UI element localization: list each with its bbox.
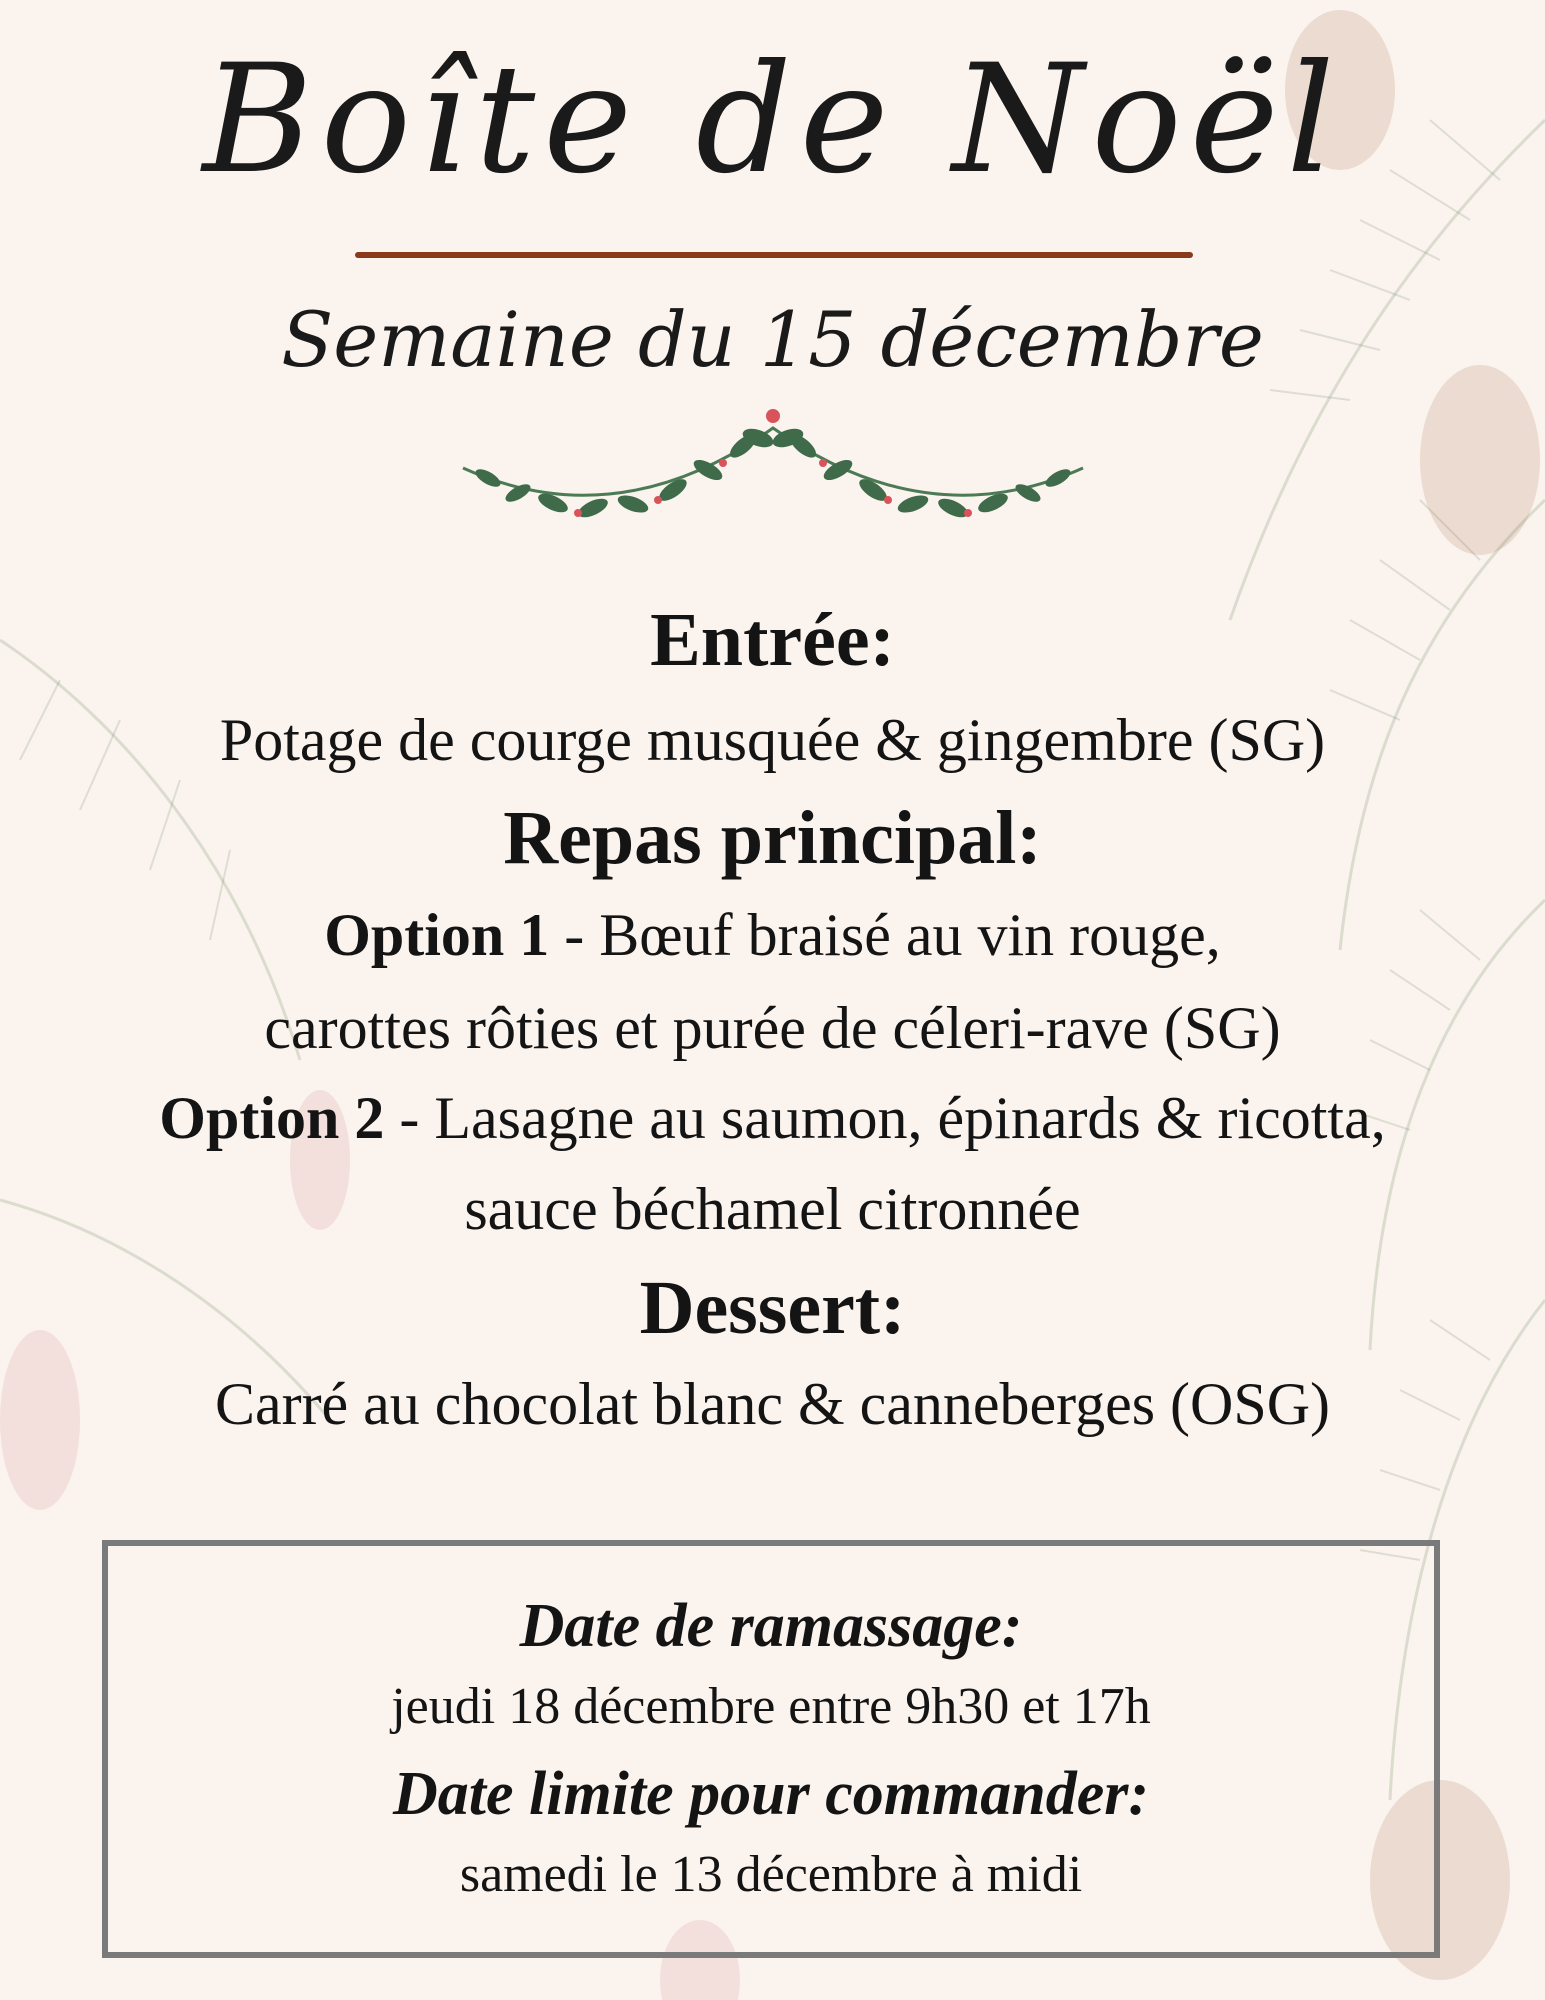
pickup-date: jeudi 18 décembre entre 9h30 et 17h [391,1678,1151,1735]
title-divider [355,252,1193,258]
pickup-heading: Date de ramassage: [519,1592,1023,1660]
deadline-date: samedi le 13 décembre à midi [459,1846,1083,1903]
holly-garland [458,408,1088,538]
entree-heading: Entrée: [650,598,895,682]
option2-label: Option 2 [159,1085,385,1151]
option1-line [0,895,1545,975]
option1-description-cont: carottes rôties et purée de céleri-rave (SG) [264,995,1281,1061]
deadline-heading: Date limite pour commander: [392,1760,1150,1828]
page-subtitle: Semaine du 15 décembre [281,295,1264,384]
pickup-info-box [102,1540,1440,1958]
option1-description: - Bœuf braisé au vin rouge, [549,902,1221,968]
page-title: Boîte de Noël [202,33,1343,207]
main-course-heading: Repas principal: [503,796,1042,880]
option1-label: Option 1 [324,902,550,968]
option2-description-cont: sauce béchamel citronnée [464,1176,1081,1242]
dessert-item: Carré au chocolat blanc & canneberges (OSG) [214,1371,1331,1437]
option2-description: - Lasagne au saumon, épinards & ricotta, [384,1085,1386,1151]
entree-item: Potage de courge musquée & gingembre (SG) [219,707,1326,773]
dessert-heading: Dessert: [639,1266,906,1350]
option2-line [0,1078,1545,1158]
